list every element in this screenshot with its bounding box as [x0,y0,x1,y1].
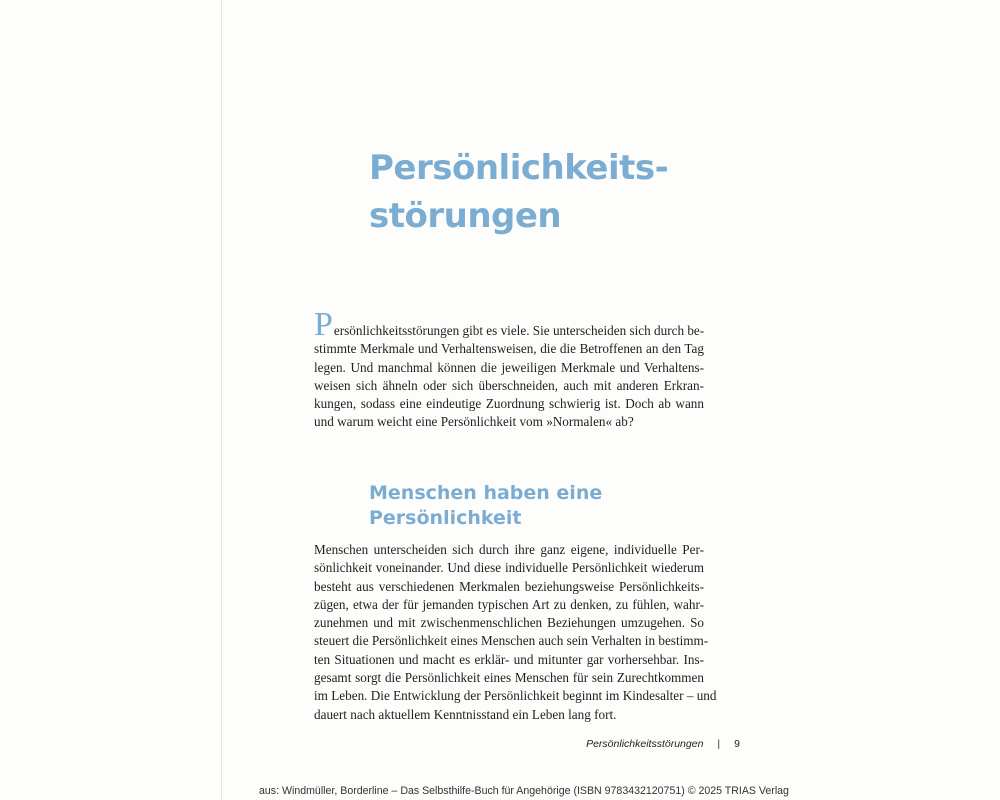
body-line: zunehmen und mit zwischenmenschlichen Beziehungen umzugehen. So [314,615,704,631]
body-line: gesamt sorgt die Persönlichkeit eines Menschen für sein Zurechtkommen [314,670,704,686]
body-line: dauert nach aktuellem Kenntnisstand ein Leben lang fort. [314,706,617,722]
running-title: Persönlichkeitsstörungen [586,738,704,750]
footer-separator: | [717,738,721,750]
intro-line: und warum weicht eine Persönlichkeit vom »Normalen« ab? [314,414,634,430]
body-line: steuert die Persönlichkeit eines Menschen auch sein Verhalten in bestimm- [314,633,709,649]
intro-line-text: ersönlichkeitsstörungen gibt es viele. Sie unterscheiden sich durch be- [333,323,705,338]
body-line: sönlichkeit voneinander. Und diese individuelle Persönlichkeit wiederum [314,560,704,576]
page-edge-line [221,0,222,800]
intro-line: stimmte Merkmale und Verhaltensweisen, die die Betroffenen an den Tag [314,341,704,357]
chapter-title [369,144,789,240]
intro-line: weisen sich ähneln oder sich überschneiden, auch mit anderen Erkran- [314,377,704,393]
section-heading-line: Menschen haben eine [369,482,603,504]
intro-paragraph [314,306,705,432]
body-line: zügen, etwa der für jemanden typischen Art zu denken, zu fühlen, wahr- [314,596,704,612]
running-footer [500,738,740,750]
body-line: besteht aus verschiedenen Merkmalen beziehungsweise Persönlichkeits- [314,578,704,594]
intro-line [314,306,705,343]
body-line: ten Situationen und macht es erklär- und mitunter gar vorhersehbar. Ins- [314,651,704,667]
section-heading-line: Persönlichkeit [369,507,522,529]
chapter-title-line: Persönlichkeits- [369,148,669,188]
section-heading [369,481,709,531]
copyright-notice: aus: Windmüller, Borderline – Das Selbsthilfe-Buch für Angehörige (ISBN 9783432120751) © 2025 TRIAS Verlag [259,785,789,797]
intro-line: legen. Und manchmal können die jeweiligen Merkmale und Verhaltens- [314,359,704,375]
body-line: Menschen unterscheiden sich durch ihre ganz eigene, individuelle Per- [314,542,704,557]
body-paragraph [314,541,717,724]
intro-line: kungen, sodass eine eindeutige Zuordnung schwierig ist. Doch ab wann [314,396,704,412]
body-line: im Leben. Die Entwicklung der Persönlichkeit beginnt im Kindesalter – und [314,688,717,704]
chapter-title-line: störungen [369,196,562,236]
drop-cap: P [314,306,333,343]
page-number: 9 [734,738,740,750]
